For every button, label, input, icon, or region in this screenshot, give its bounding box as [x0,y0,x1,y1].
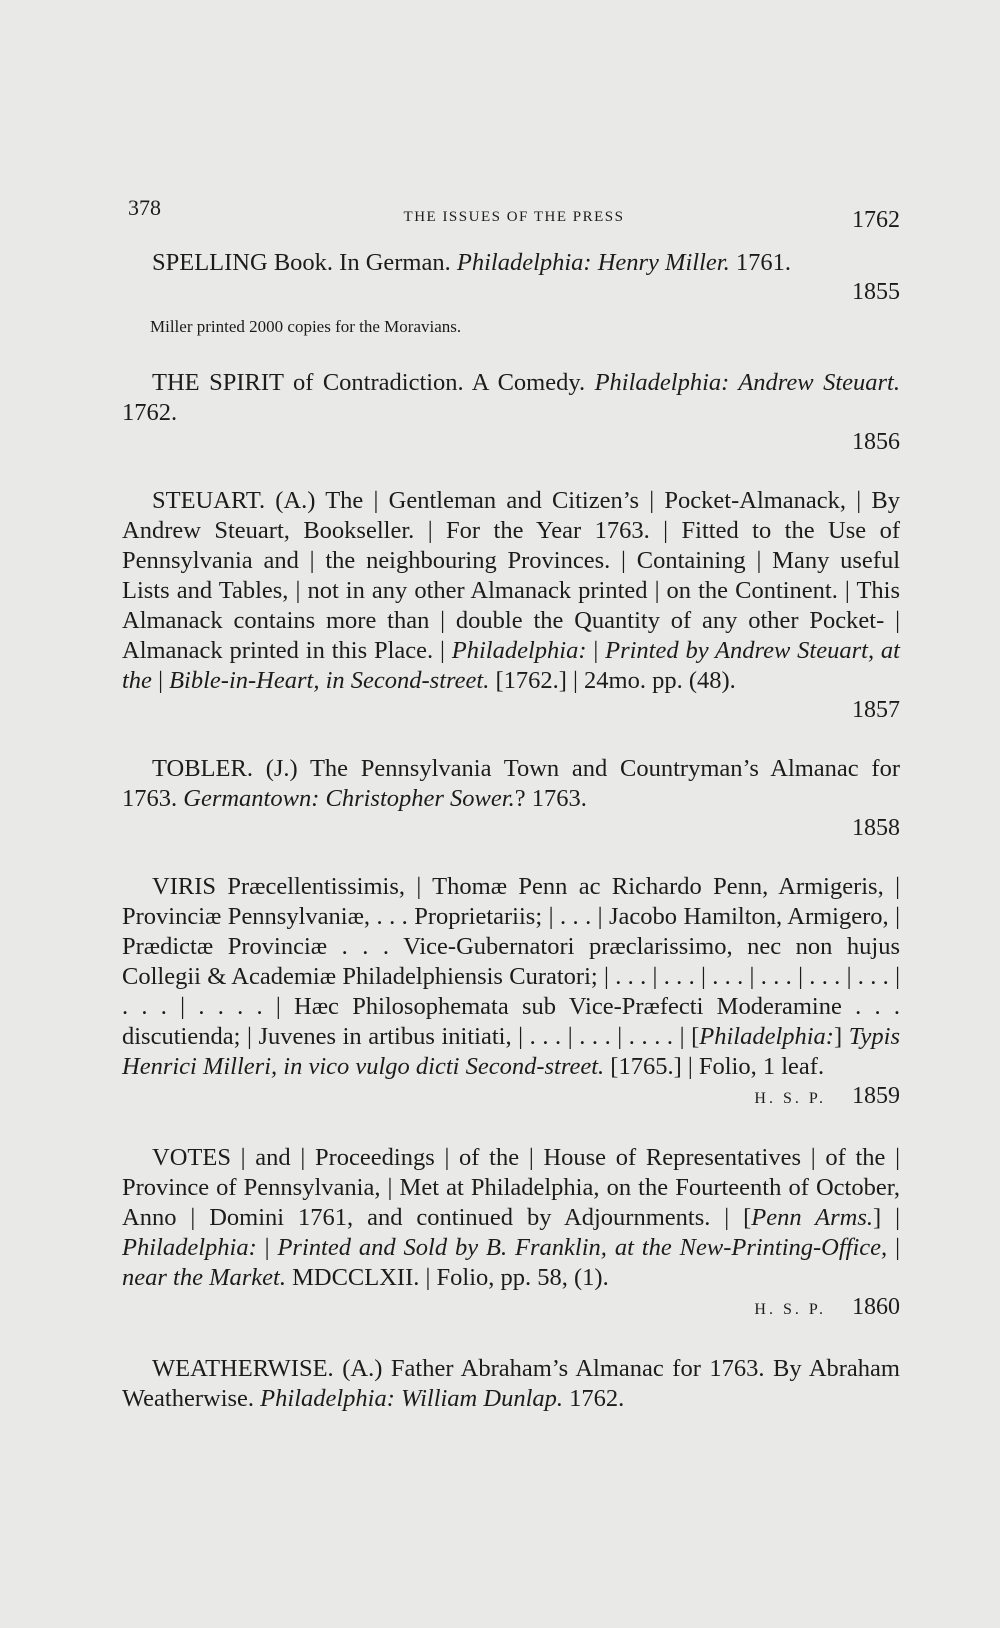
bibliography-entry [122,486,900,724]
entry-text: VIRIS Præcellentissimis, | Thomæ Penn ac Richardo Penn, Armigeris, | Provinciæ Pennsylvaniæ, . . . Proprietariis; | . . . | Jacobo Hamilton, Armigero, | Prædictæ Provinciæ . . . Vice-Gubernatori præclarissimo, nec non hujus Collegii & Academiæ Philadelphiensis Curatori; | . . . | . . . | . . . | . . . | . . . | . . . | . . . | . . . . | Hæc Philosophemata sub Vice-Præfecti Moderamine . . . discutienda; | Juvenes in artibus initiati, | . . . | . . . | . . . . | [Philadelphia:] Typis Henrici Milleri, in vico vulgo dicti Second-street. [1765.] | Folio, 1 leaf. [122,873,900,1080]
bibliography-entries [122,248,900,1444]
entry-end-line [122,1293,900,1324]
bibliography-entry [122,248,900,338]
entry-note: Miller printed 2000 copies for the Moravians. [150,317,462,336]
bibliography-entry [122,754,900,842]
entry-number: 1855 [852,279,900,305]
bibliography-entry [122,872,900,1113]
page-number: 378 [128,195,161,220]
entry-number: 1860 [852,1294,900,1320]
bibliography-entry [122,1354,900,1414]
entry-end-line [122,1082,900,1113]
page-header [128,195,900,235]
entry-end-line [122,696,900,724]
entry-text: STEUART. (A.) The | Gentleman and Citizen’s | Pocket-Almanack, | By Andrew Steuart, Bookseller. | For the Year 1763. | Fitted to the Use of Pennsylvania and | the neighbouring Provinces. | Containing | Many useful Lists and Tables, | not in any other Almanack printed | on the Continent. | This Almanack contains more than | double the Quantity of any other Pocket- | Almanack printed in this Place. | Philadelphia: | Printed by Andrew Steuart, at the | Bible-in-Heart, in Second-street. [1762.] | 24mo. pp. (48). [122,487,900,694]
entry-number: 1859 [852,1083,900,1109]
entry-text: TOBLER. (J.) The Pennsylvania Town and Countryman’s Almanac for 1763. Germantown: Christopher Sower.? 1763. [122,755,900,812]
entry-number: 1857 [852,697,900,723]
entry-number: 1858 [852,815,900,841]
running-head: THE ISSUES OF THE PRESS [403,209,625,225]
entry-location: H. S. P. [754,1301,826,1318]
entry-location: H. S. P. [754,1090,826,1107]
header-year: 1762 [852,207,900,233]
entry-end-line [122,814,900,842]
entry-text: THE SPIRIT of Contradiction. A Comedy. Philadelphia: Andrew Steuart. 1762. [122,369,900,426]
entry-text: VOTES | and | Proceedings | of the | House of Representatives | of the | Province of Pennsylvania, | Met at Philadelphia, on the Fourteenth of October, Anno | Domini 1761, and continued by Adjournments. | [Penn Arms.] | Philadelphia: | Printed and Sold by B. Franklin, at the New-Printing-Office, | near the Market. MDCCLXII. | Folio, pp. 58, (1). [122,1144,901,1291]
bibliography-entry [122,368,900,456]
entry-number: 1856 [852,429,900,455]
entry-end-line [122,278,900,306]
bibliography-entry [122,1143,900,1324]
entry-text: WEATHERWISE. (A.) Father Abraham’s Almanac for 1763. By Abraham Weatherwise. Philadelphia: William Dunlap. 1762. [122,1355,900,1412]
entry-text: SPELLING Book. In German. Philadelphia: Henry Miller. 1761. [152,249,791,276]
entry-end-line [122,428,900,456]
